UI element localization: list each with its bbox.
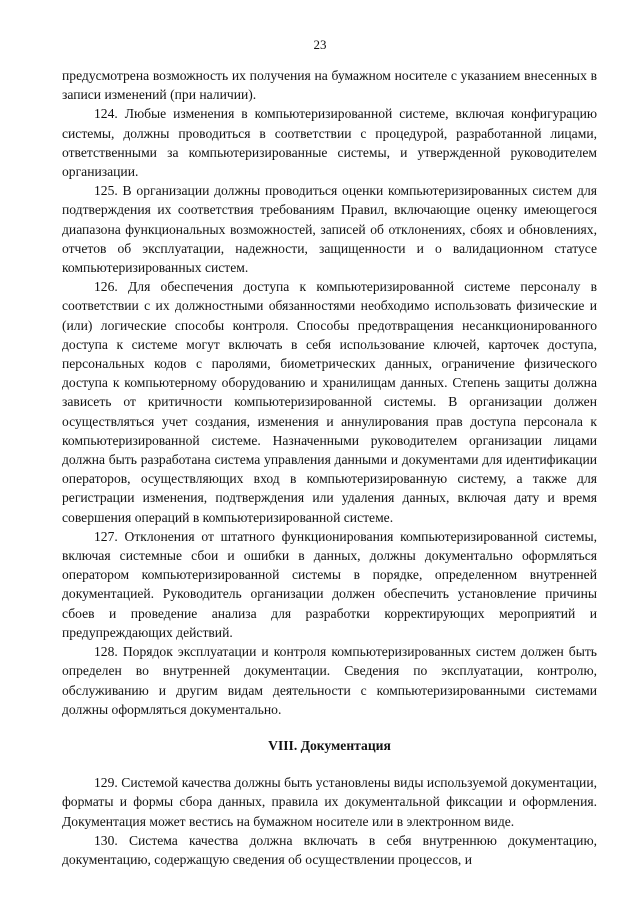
section-heading: VIII. Документация	[268, 737, 391, 753]
paragraph-130: 130. Система качества должна включать в себя внутреннюю документацию, документацию, содержащую сведения об осуществлении процессов, и	[62, 832, 597, 867]
paragraph-127: 127. Отклонения от штатного функционирования компьютеризированной системы, включая системные сбои и ошибки в данных, должны документально оформляться оператором компьютеризированной системы в порядке, определенном внутренней документацией. Руководитель организации должен обеспечить установление причины сбоев и проведение анализа для разработки корректирующих мероприятий и предупреждающих действий.	[62, 528, 597, 640]
paragraph-continued: предусмотрена возможность их получения на бумажном носителе с указанием внесенных в записи изменений (при наличии).	[62, 68, 597, 103]
paragraph-126: 126. Для обеспечения доступа к компьютеризированной системе персоналу в соответствии с их должностными обязанностями необходимо использовать физические и (или) логические способы контроля. Способы предотвращения несанкционированного доступа к системе могут включать в себя использование ключей, карточек доступа, персональных кодов с паролями, биометрических данных, ограничение физического доступа к компьютерному оборудованию и хранилищам данных. Степень защиты должна зависеть от критичности компьютеризированной системы. В организации должен осуществляться учет создания, изменения и аннулирования прав доступа персонала к компьютеризированной системе. Назначенными руководителем организации лицами должна быть разработана система управления данными и документами для идентификации операторов, осуществляющих вход в компьютеризированную систему, а также для регистрации изменения, подтверждения или удаления данных, включая дату и время совершения операций в компьютеризированной системе.	[62, 279, 597, 525]
paragraph-124: 124. Любые изменения в компьютеризированной системе, включая конфигурацию системы, должны проводиться в соответствии с процедурой, разработанной лицами, ответственными за компьютеризированные системы, и утвержденной руководителем организации.	[62, 106, 597, 180]
paragraph-125: 125. В организации должны проводиться оценки компьютеризированных систем для подтверждения их соответствия требованиям Правил, включающие оценку имеющегося диапазона функциональных возможностей, записей об отклонениях, сбоях и обновлениях, отчетов об эксплуатации, надежности, защищенности и о валидационном статусе компьютеризированных систем.	[62, 183, 597, 276]
document-body	[62, 66, 597, 869]
paragraph-129: 129. Системой качества должны быть установлены виды используемой документации, форматы и формы сбора данных, правила их документальной фиксации и оформления. Документация может вестись на бумажном носителе или в электронном виде.	[62, 775, 597, 829]
page-number: 23	[313, 37, 327, 52]
paragraph-128: 128. Порядок эксплуатации и контроля компьютеризированных систем должен быть определен во внутренней документации. Сведения по эксплуатации, контролю, обслуживанию и другим видам деятельности с компьютеризированными системами должны оформляться документально.	[62, 644, 597, 717]
